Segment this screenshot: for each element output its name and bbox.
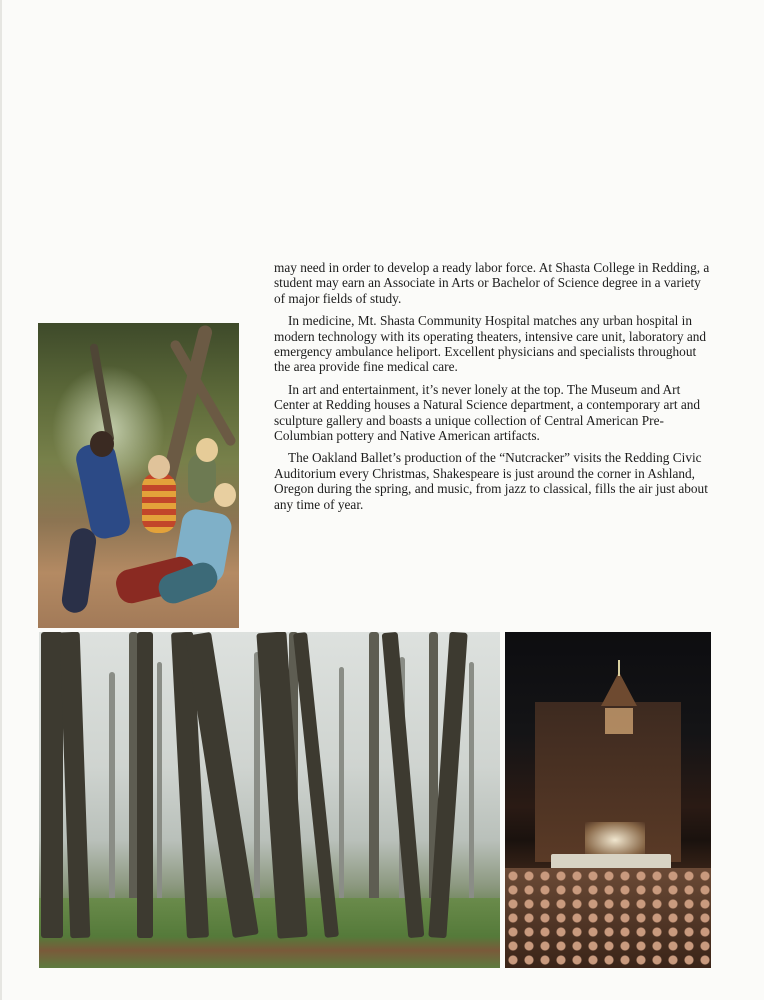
article-text-column (274, 260, 712, 519)
page-edge (0, 0, 2, 1000)
paragraph-1: may need in order to develop a ready labor force. At Shasta College in Redding, a student may earn an Associate in Arts or Bachelor of Science degree in a variety of major fields of study. (274, 260, 710, 306)
stage-lighting (585, 822, 645, 858)
child-head (214, 483, 236, 507)
paragraph-4: The Oakland Ballet’s production of the “Nutcracker” visits the Redding Civic Auditorium every Christmas, Shakespeare is just around the corner in Ashland, Oregon during the spring, and music, from jazz to classical, fills the air just about any time of year. (274, 450, 708, 512)
child-legs (60, 527, 98, 615)
tree-trunk (254, 652, 260, 938)
child-striped-shirt (142, 473, 176, 533)
photo-outdoor-theatre (505, 632, 711, 968)
child-head (148, 455, 170, 479)
tree-trunk (469, 662, 474, 938)
tree-trunk (137, 632, 153, 938)
flag-spire (618, 660, 620, 676)
tree-trunk (60, 632, 91, 938)
stage-window (605, 708, 633, 734)
stage-gable (601, 672, 637, 706)
paragraph-2: In medicine, Mt. Shasta Community Hospital matches any urban hospital in modern technology with its operating theaters, intensive care unit, laboratory and emergency ambulance heliport. Excellent physicians and specialists throughout the area provide fine medical care. (274, 313, 707, 375)
child-head (196, 438, 218, 462)
tree-trunk (157, 662, 162, 938)
audience (505, 868, 711, 968)
child-head (90, 431, 114, 457)
paragraph-3: In art and entertainment, it’s never lonely at the top. The Museum and Art Center at Redding houses a Natural Science department, a contemporary art and sculpture gallery and boasts a unique collection of Central American Pre-Columbian pottery and Native American artifacts. (274, 381, 701, 444)
tree-branch (89, 343, 114, 443)
tree-trunk (369, 632, 379, 938)
tree-trunk (41, 632, 63, 938)
photo-children-climbing-tree (38, 323, 239, 628)
photo-foggy-forest (39, 632, 500, 968)
